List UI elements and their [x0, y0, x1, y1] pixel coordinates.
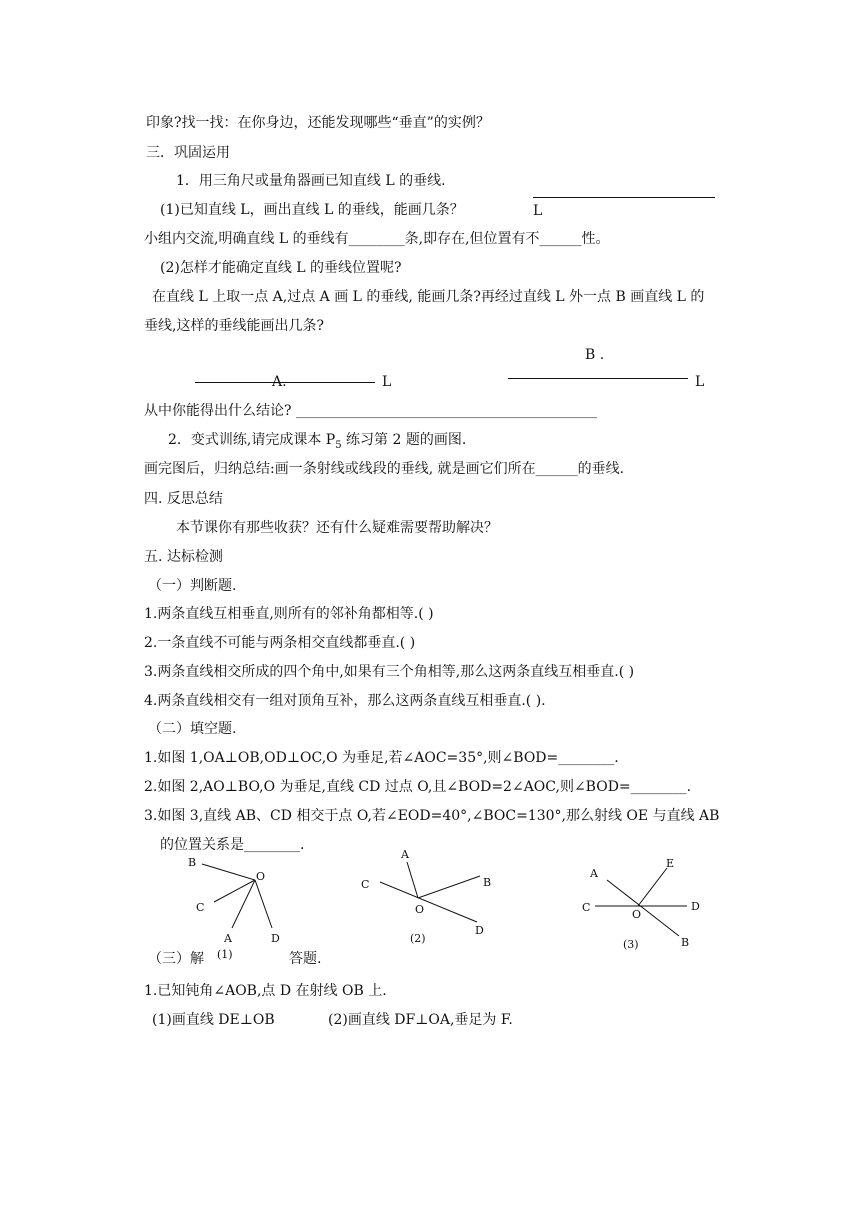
section-3-heading: 三．巩固运用: [146, 145, 230, 161]
item-2-subscript: 5: [335, 439, 342, 451]
fig2-label-C: C: [361, 878, 370, 891]
item-2-text-pre: 2．变式训练,请完成课本 P: [168, 432, 336, 448]
fill-title: （二）填空题.: [148, 721, 237, 737]
judge-item-3: 3.两条直线相交所成的四个角中,如果有三个角相等,那么这两条直线互相垂直.( ): [144, 664, 635, 680]
intro-line: 印象?找一找：在你身边，还能发现哪些“垂直”的实例？: [146, 115, 490, 131]
paragraph-line-2: 垂线,这样的垂线能画出几条?: [144, 318, 324, 334]
fill-item-2: 2.如图 2,AO⊥BO,O 为垂足,直线 CD 过点 O,且∠BOD=2∠AOC,则∠BOD=________.: [144, 779, 692, 795]
figure-2: [355, 842, 505, 952]
solve-title-part-2: 答题.: [289, 951, 322, 967]
fig1-label-C: C: [196, 901, 205, 914]
question-2: (2)怎样才能确定直线 L 的垂线位置呢?: [160, 260, 402, 276]
group-discussion: 小组内交流,明确直线 L 的垂线有________条,即存在,但位置有不______性。: [144, 231, 610, 247]
item-1: 1．用三角尺或量角器画已知直线 L 的垂线.: [176, 173, 446, 189]
line-L-given: [533, 197, 715, 198]
line-L-label: L: [533, 203, 543, 219]
point-A-label: A.: [272, 374, 287, 390]
judge-item-2: 2.一条直线不可能与两条相交直线都垂直.( ): [144, 635, 416, 651]
section-5-heading: 五. 达标检测: [144, 549, 223, 565]
fill-item-1: 1.如图 1,OA⊥OB,OD⊥OC,O 为垂足,若∠AOC=35°,则∠BOD=________.: [144, 750, 619, 766]
solve-item-1a: (1)画直线 DE⊥OB: [152, 1012, 275, 1028]
figure-1: [180, 850, 300, 960]
fig3-caption: (3): [623, 938, 639, 951]
fig2-label-O: O: [415, 903, 425, 916]
line-L-right-label: L: [695, 374, 705, 390]
paragraph-line-1: 在直线 L 上取一点 A,过点 A 画 L 的垂线, 能画几条?再经过直线 L 外一点 B 画直线 L 的: [152, 289, 705, 305]
conclusion-line: 从中你能得出什么结论? ___________________________________________: [144, 403, 597, 419]
question-1: (1)已知直线 L，画出直线 L 的垂线，能画几条？: [160, 202, 464, 218]
judge-item-4: 4.两条直线相交有一组对顶角互补，那么这两条直线互相垂直.( ).: [144, 693, 546, 709]
item-2: [168, 431, 466, 449]
line-L-left-label: L: [382, 374, 392, 390]
solve-title-part-1: （三）解: [148, 951, 204, 967]
fig1-caption: (1): [217, 948, 233, 960]
fig2-label-B: B: [483, 876, 492, 889]
judge-item-1: 1.两条直线互相垂直,则所有的邻补角都相等.( ): [144, 606, 434, 622]
fig1-label-D: D: [271, 932, 280, 945]
item-2-text-post: 练习第 2 题的画图.: [341, 432, 467, 448]
fig3-label-D: D: [691, 900, 700, 913]
fig2-label-D: D: [475, 924, 484, 937]
figure-3: [575, 850, 715, 955]
summary-line: 画完图后，归纳总结:画一条射线或线段的垂线, 就是画它们所在______的垂线.: [144, 461, 625, 477]
fig2-label-A: A: [401, 848, 409, 861]
reflection-text: 本节课你有那些收获？还有什么疑难需要帮助解决？: [176, 520, 498, 536]
fill-item-3-line-2: 的位置关系是________.: [160, 837, 305, 853]
fig1-label-O: O: [256, 870, 266, 883]
judge-title: （一）判断题.: [148, 578, 237, 594]
line-L-right: [508, 378, 688, 379]
fill-item-3-line-1: 3.如图 3,直线 AB、CD 相交于点 O,若∠EOD=40°,∠BOC=130°,那么射线 OE 与直线 AB: [144, 808, 720, 824]
point-B-label: B .: [585, 347, 605, 363]
fig3-label-B: B: [681, 936, 690, 949]
fig3-label-C: C: [582, 901, 591, 914]
fig3-label-A: A: [590, 867, 598, 880]
fig2-caption: (2): [410, 932, 426, 945]
solve-item-1: 1.已知钝角∠AOB,点 D 在射线 OB 上.: [144, 983, 387, 999]
solve-item-1b: (2)画直线 DF⊥OA,垂足为 F.: [328, 1012, 513, 1028]
fig1-label-A: A: [224, 932, 232, 945]
fig3-label-E: E: [666, 857, 675, 870]
fig1-label-B: B: [188, 856, 197, 869]
fig3-label-O: O: [632, 908, 642, 921]
section-4-heading: 四. 反思总结: [144, 491, 223, 507]
